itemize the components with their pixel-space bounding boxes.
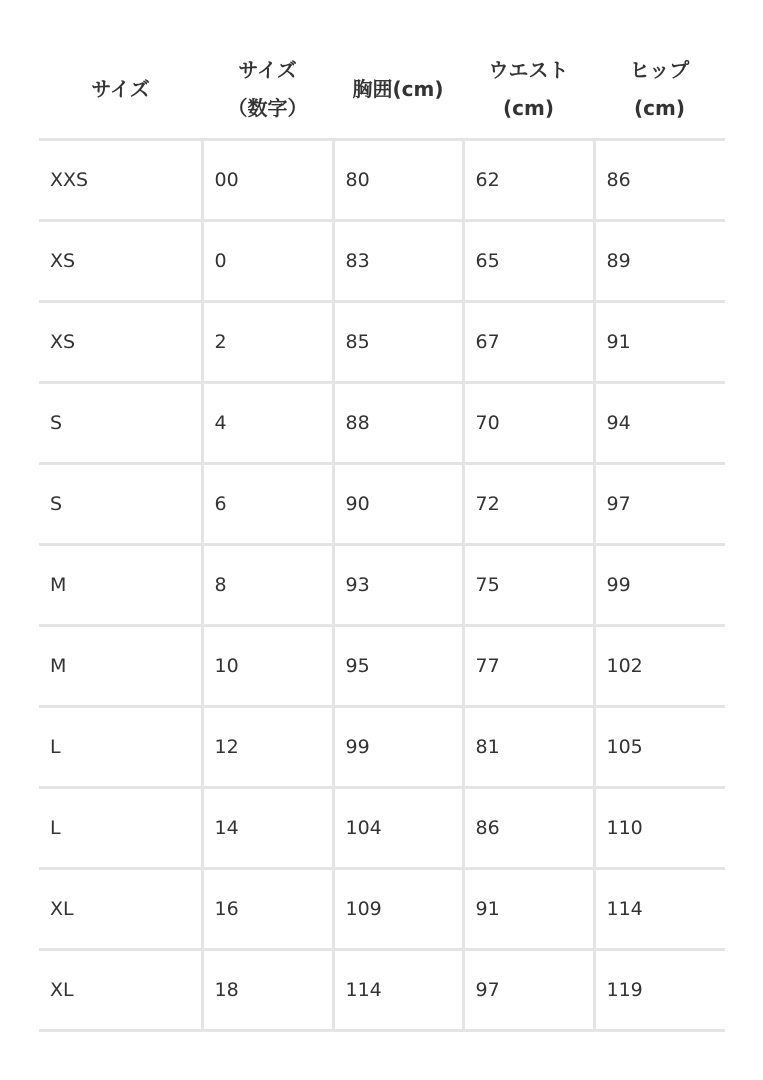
table-row bbox=[39, 464, 725, 545]
cell-waist: 97 bbox=[463, 950, 594, 1031]
cell-waist: 72 bbox=[463, 464, 594, 545]
cell-size: XS bbox=[39, 221, 202, 302]
cell-size-number: 14 bbox=[202, 788, 333, 869]
cell-waist: 62 bbox=[463, 140, 594, 221]
cell-hip: 105 bbox=[594, 707, 725, 788]
cell-chest: 99 bbox=[333, 707, 463, 788]
header-hip bbox=[594, 40, 725, 140]
cell-chest: 85 bbox=[333, 302, 463, 383]
table-row bbox=[39, 950, 725, 1031]
header-size-line-1: サイズ bbox=[91, 77, 150, 101]
cell-waist: 67 bbox=[463, 302, 594, 383]
cell-size: XXS bbox=[39, 140, 202, 221]
cell-size: S bbox=[39, 464, 202, 545]
cell-waist: 86 bbox=[463, 788, 594, 869]
cell-waist: 77 bbox=[463, 626, 594, 707]
cell-hip: 110 bbox=[594, 788, 725, 869]
header-waist bbox=[463, 40, 594, 140]
cell-chest: 90 bbox=[333, 464, 463, 545]
cell-size: M bbox=[39, 545, 202, 626]
cell-size-number: 6 bbox=[202, 464, 333, 545]
table-header bbox=[39, 40, 725, 140]
cell-size: XS bbox=[39, 302, 202, 383]
cell-size-number: 12 bbox=[202, 707, 333, 788]
cell-hip: 86 bbox=[594, 140, 725, 221]
table-body bbox=[39, 140, 725, 1031]
header-hip-line-2: (cm) bbox=[634, 96, 685, 120]
header-waist-line-1: ウエスト bbox=[488, 58, 569, 82]
table-row bbox=[39, 140, 725, 221]
cell-hip: 102 bbox=[594, 626, 725, 707]
cell-chest: 83 bbox=[333, 221, 463, 302]
cell-chest: 109 bbox=[333, 869, 463, 950]
cell-hip: 99 bbox=[594, 545, 725, 626]
cell-waist: 65 bbox=[463, 221, 594, 302]
cell-size: XL bbox=[39, 869, 202, 950]
header-size-number-line-1: サイズ bbox=[238, 58, 297, 82]
header-waist-line-2: (cm) bbox=[503, 96, 554, 120]
header-chest-line-1: 胸囲(cm) bbox=[352, 77, 444, 101]
header-size-number-line-2: （数字） bbox=[227, 96, 308, 120]
cell-size: XL bbox=[39, 950, 202, 1031]
cell-waist: 81 bbox=[463, 707, 594, 788]
cell-size-number: 4 bbox=[202, 383, 333, 464]
cell-size-number: 18 bbox=[202, 950, 333, 1031]
cell-hip: 119 bbox=[594, 950, 725, 1031]
table-row bbox=[39, 302, 725, 383]
cell-waist: 75 bbox=[463, 545, 594, 626]
cell-size-number: 00 bbox=[202, 140, 333, 221]
cell-chest: 80 bbox=[333, 140, 463, 221]
header-size-number bbox=[202, 40, 333, 140]
size-chart-table bbox=[39, 40, 725, 1032]
header-chest bbox=[333, 40, 463, 140]
header-hip-line-1: ヒップ bbox=[629, 58, 690, 82]
cell-hip: 89 bbox=[594, 221, 725, 302]
cell-hip: 91 bbox=[594, 302, 725, 383]
cell-waist: 91 bbox=[463, 869, 594, 950]
cell-size-number: 8 bbox=[202, 545, 333, 626]
cell-size-number: 0 bbox=[202, 221, 333, 302]
cell-size: M bbox=[39, 626, 202, 707]
cell-hip: 114 bbox=[594, 869, 725, 950]
cell-size-number: 10 bbox=[202, 626, 333, 707]
cell-size: L bbox=[39, 788, 202, 869]
cell-chest: 114 bbox=[333, 950, 463, 1031]
table-row bbox=[39, 788, 725, 869]
cell-size: S bbox=[39, 383, 202, 464]
cell-waist: 70 bbox=[463, 383, 594, 464]
table-row bbox=[39, 707, 725, 788]
table-row bbox=[39, 869, 725, 950]
cell-hip: 94 bbox=[594, 383, 725, 464]
cell-size-number: 2 bbox=[202, 302, 333, 383]
table-row bbox=[39, 221, 725, 302]
table-row bbox=[39, 383, 725, 464]
cell-chest: 104 bbox=[333, 788, 463, 869]
cell-size-number: 16 bbox=[202, 869, 333, 950]
table-row bbox=[39, 545, 725, 626]
cell-size: L bbox=[39, 707, 202, 788]
cell-chest: 95 bbox=[333, 626, 463, 707]
cell-chest: 88 bbox=[333, 383, 463, 464]
header-row bbox=[39, 40, 725, 140]
header-size bbox=[39, 40, 202, 140]
cell-chest: 93 bbox=[333, 545, 463, 626]
table-row bbox=[39, 626, 725, 707]
cell-hip: 97 bbox=[594, 464, 725, 545]
